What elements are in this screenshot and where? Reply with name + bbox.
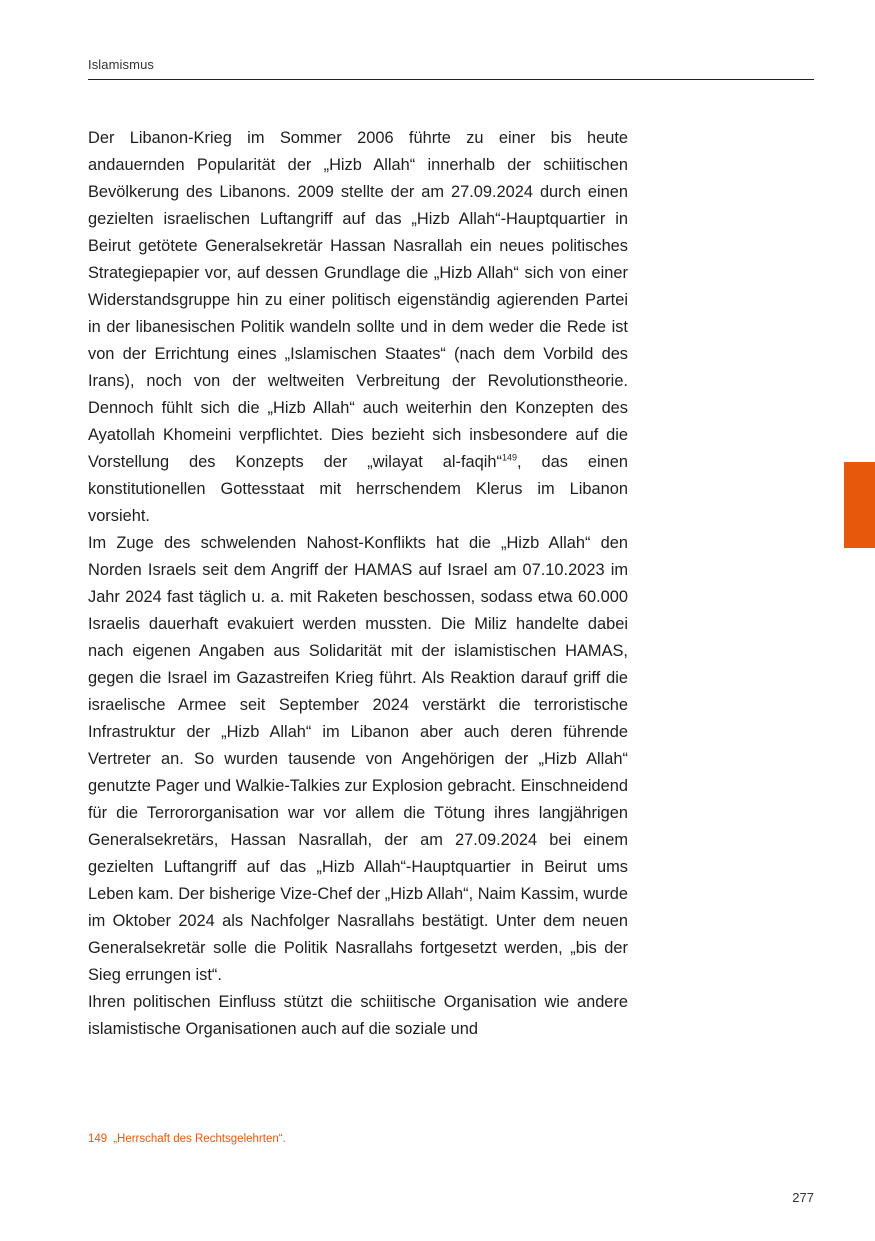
header-divider	[88, 79, 814, 80]
section-thumb-tab	[844, 462, 875, 548]
paragraph-1	[88, 125, 628, 530]
page-number: 277	[792, 1190, 814, 1205]
footnote-text: „Herrschaft des Rechtsgelehrten“.	[113, 1133, 286, 1145]
paragraph-1-text: Der Libanon-Krieg im Sommer 2006 führte zu einer bis heute andauernden Popularität der „Hizb Allah“ innerhalb der schiitischen Bevölkerung des Libanons. 2009 stellte der am 27.09.2024 durch einen gezielten israelischen Luftangriff auf das „Hizb Allah“-Hauptquartier in Beirut getötete Generalsekretär Hassan Nasrallah ein neues politisches Strategiepapier vor, auf dessen Grundlage die „Hizb Allah“ sich von einer Widerstandsgruppe hin zu einer politisch eigenständig agierenden Partei in der libanesischen Politik wandeln sollte und in dem weder die Rede ist von der Errichtung eines „Islamischen Staates“ (nach dem Vorbild des Irans), noch von der weltweiten Verbreitung der Revolutionstheorie. Dennoch fühlt sich die „Hizb Allah“ auch weiterhin den Konzepten des Ayatollah Khomeini verpflichtet. Dies bezieht sich insbesondere auf die Vorstellung des Konzepts der „wilayat al-faqih“	[88, 129, 628, 471]
paragraph-1-text-cont: , das einen konstitutionellen Gottesstaat mit herrschendem Klerus im Libanon vorsieht.	[88, 453, 628, 525]
main-text	[88, 125, 628, 1043]
footnote	[88, 1133, 286, 1145]
running-head: Islamismus	[88, 57, 155, 72]
paragraph-3: Ihren politischen Einfluss stützt die schiitische Organisation wie andere islamistische Organisationen auch auf die soziale und	[88, 993, 628, 1038]
footnote-number: 149	[88, 1133, 108, 1145]
footnote-reference[interactable]: 149	[502, 452, 518, 463]
paragraph-2: Im Zuge des schwelenden Nahost-Konflikts hat die „Hizb Allah“ den Norden Israels seit dem Angriff der HAMAS auf Israel am 07.10.2023 im Jahr 2024 fast täglich u. a. mit Raketen beschossen, sodass etwa 60.000 Israelis dauerhaft evakuiert werden mussten. Die Miliz handelte dabei nach eigenen Angaben aus Solidarität mit der islamistischen HAMAS, gegen die Israel im Gazastreifen Krieg führt. Als Reaktion darauf griff die israelische Armee seit September 2024 verstärkt die terroristische Infrastruktur der „Hizb Allah“ im Libanon aber auch deren führende Vertreter an. So wurden tausende von Angehörigen der „Hizb Allah“ genutzte Pager und Walkie-Talkies zur Explosion gebracht. Einschneidend für die Terrororganisation war vor allem die Tötung ihres langjährigen Generalsekretärs, Hassan Nasrallah, der am 27.09.2024 bei einem gezielten Luftangriff auf das „Hizb Allah“-Hauptquartier in Beirut ums Leben kam. Der bisherige Vize-Chef der „Hizb Allah“, Naim Kassim, wurde im Oktober 2024 als Nachfolger Nasrallahs bestätigt. Unter dem neuen Generalsekretär solle die Politik Nasrallahs fortgesetzt werden, „bis der Sieg errungen ist“.	[88, 534, 628, 984]
